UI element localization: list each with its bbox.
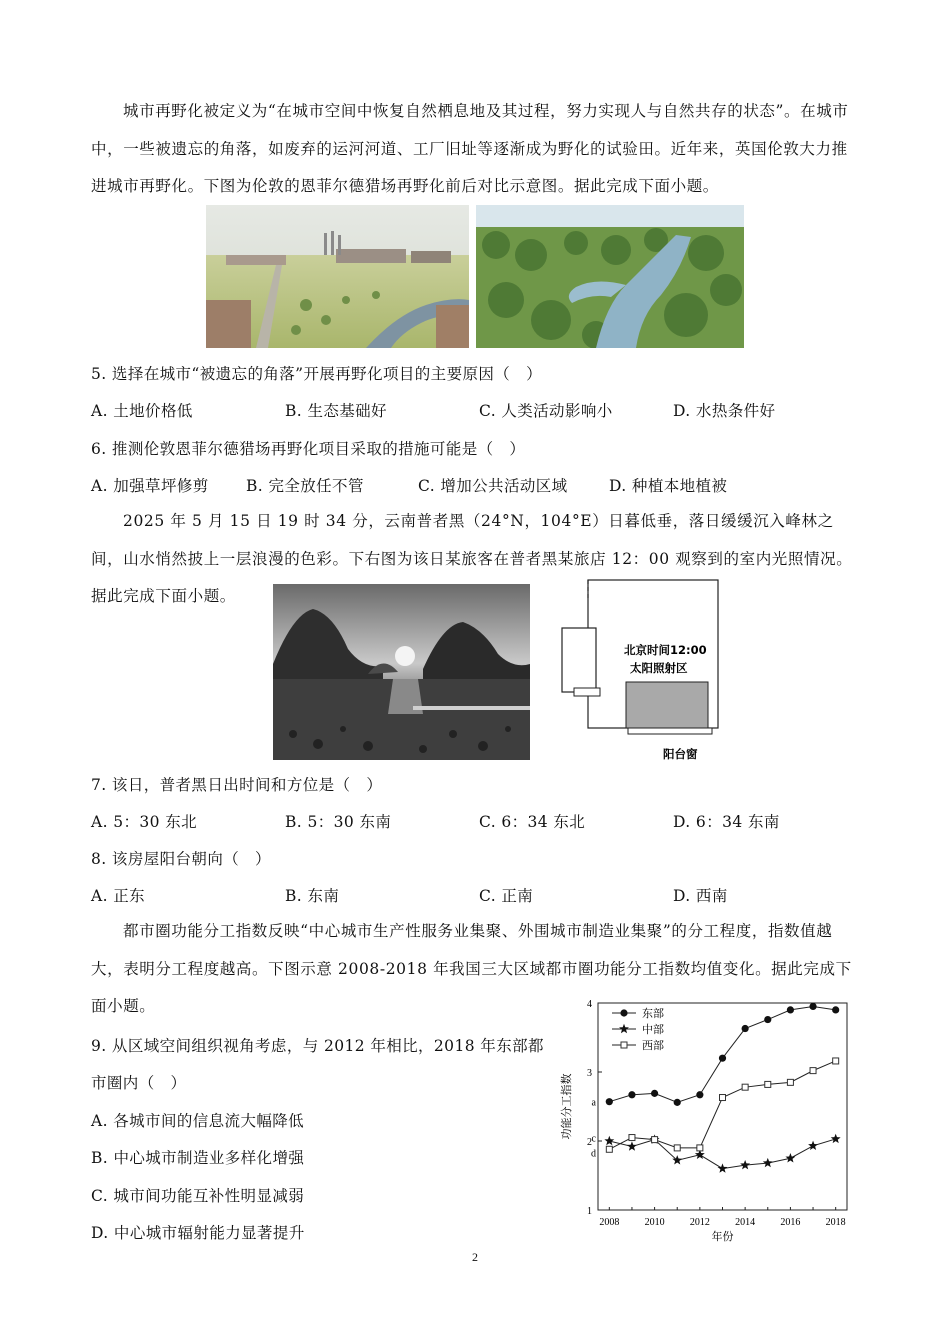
room-sunlight-diagram bbox=[556, 578, 732, 768]
function-division-index-chart bbox=[552, 988, 862, 1250]
y-axis-label: 功能分工指数 bbox=[560, 1073, 573, 1140]
legend-marker-square bbox=[621, 1042, 627, 1048]
question-9-option-d[interactable]: D. 中心城市辐射能力显著提升 bbox=[91, 1224, 305, 1242]
x-tick-label: 2010 bbox=[644, 1217, 665, 1228]
data-point-star bbox=[808, 1141, 818, 1150]
plot-frame bbox=[598, 1003, 847, 1210]
legend-label: 东部 bbox=[642, 1007, 664, 1020]
data-point-circle bbox=[628, 1091, 635, 1098]
x-tick-label: 2012 bbox=[689, 1217, 710, 1228]
x-tick-label: 2008 bbox=[599, 1217, 620, 1228]
intro-paragraph-1: 城市再野化被定义为“在城市空间中恢复自然栖息地及其过程，努力实现人与自然共存的状态”。在城市中，一些被遗忘的角落，如废弃的运河河道、工厂旧址等逐渐成为野化的试验田。近年来，英国伦敦大力推进城市再野化。下图为伦敦的恩菲尔德猎场再野化前后对比示意图。据此完成下面小题。 bbox=[91, 102, 849, 195]
question-9-stem-line2: 市圈内（ ） bbox=[91, 1074, 187, 1092]
question-9-option-c[interactable]: C. 城市间功能互补性明显减弱 bbox=[91, 1187, 305, 1205]
data-point-square bbox=[674, 1145, 680, 1151]
question-6-option-a[interactable]: A. 加强草坪修剪 bbox=[91, 477, 209, 495]
data-point-square bbox=[742, 1084, 748, 1090]
x-tick-label: 2016 bbox=[780, 1217, 801, 1228]
legend-marker-circle bbox=[620, 1009, 627, 1016]
data-point-star bbox=[604, 1136, 614, 1145]
x-axis-label: 年份 bbox=[711, 1230, 734, 1243]
data-point-circle bbox=[832, 1006, 839, 1013]
data-point-square bbox=[833, 1058, 839, 1064]
question-7-option-d[interactable]: D. 6：34 东南 bbox=[673, 813, 780, 831]
x-tick-label: 2014 bbox=[735, 1217, 756, 1228]
after-rewilding-photo bbox=[476, 205, 744, 348]
time-label: 北京时间12:00 bbox=[624, 643, 707, 657]
legend-label: 西部 bbox=[642, 1039, 664, 1052]
page-number: 2 bbox=[472, 1250, 478, 1264]
question-6-option-c[interactable]: C. 增加公共活动区域 bbox=[418, 477, 568, 495]
data-point-square bbox=[652, 1137, 658, 1143]
question-8-option-b[interactable]: B. 东南 bbox=[285, 887, 340, 905]
question-5-option-c[interactable]: C. 人类活动影响小 bbox=[479, 402, 613, 420]
legend-marker-star bbox=[619, 1024, 629, 1033]
data-point-circle bbox=[719, 1055, 726, 1062]
question-6-stem: 6. 推测伦敦恩菲尔德猎场再野化项目采取的措施可能是（ ） bbox=[91, 440, 526, 458]
data-point-square bbox=[697, 1145, 703, 1151]
question-5-stem: 5. 选择在城市“被遗忘的角落”开展再野化项目的主要原因（ ） bbox=[91, 365, 542, 383]
question-8-option-a[interactable]: A. 正东 bbox=[91, 887, 146, 905]
y-tick-label: 2 bbox=[587, 1137, 592, 1148]
data-point-star bbox=[831, 1134, 841, 1143]
intro-paragraph-3: 都市圈功能分工指数反映“中心城市生产性服务业集聚、外围城市制造业集聚”的分工程度，指数值越大，表明分工程度越高。下图示意 2008-2018 年我国三大区域都市圈功能分工指数均值变化。据此完成下面小题。 bbox=[91, 922, 852, 1015]
question-5-option-d[interactable]: D. 水热条件好 bbox=[673, 402, 776, 420]
data-point-circle bbox=[787, 1006, 794, 1013]
window-label: 阳台窗 bbox=[663, 747, 698, 761]
data-point-square bbox=[720, 1095, 726, 1101]
data-point-star bbox=[763, 1158, 773, 1167]
data-point-circle bbox=[742, 1025, 749, 1032]
data-point-star bbox=[718, 1163, 728, 1172]
question-5-option-a[interactable]: A. 土地价格低 bbox=[91, 402, 193, 420]
question-7-stem: 7. 该日，普者黑日出时间和方位是（ ） bbox=[91, 776, 383, 794]
sunlit-zone bbox=[626, 682, 708, 728]
series-line-square bbox=[609, 1061, 835, 1149]
question-9-stem-line1: 9. 从区域空间组织视角考虑，与 2012 年相比，2018 年东部都 bbox=[91, 1037, 544, 1055]
annotation-label: d bbox=[591, 1148, 596, 1160]
data-point-square bbox=[765, 1081, 771, 1087]
question-5-option-b[interactable]: B. 生态基础好 bbox=[285, 402, 387, 420]
data-point-square bbox=[787, 1079, 793, 1085]
question-7-option-a[interactable]: A. 5：30 东北 bbox=[91, 813, 198, 831]
question-7-option-c[interactable]: C. 6：34 东北 bbox=[479, 813, 586, 831]
data-point-square bbox=[810, 1068, 816, 1074]
question-8-option-c[interactable]: C. 正南 bbox=[479, 887, 534, 905]
data-point-circle bbox=[651, 1090, 658, 1097]
legend-label: 中部 bbox=[642, 1023, 664, 1036]
data-point-square bbox=[606, 1146, 612, 1152]
data-point-star bbox=[740, 1160, 750, 1169]
y-tick-label: 4 bbox=[587, 999, 592, 1010]
question-6-option-d[interactable]: D. 种植本地植被 bbox=[609, 477, 728, 495]
y-tick-label: 1 bbox=[587, 1206, 592, 1217]
question-6-option-b[interactable]: B. 完全放任不管 bbox=[246, 477, 364, 495]
data-point-circle bbox=[606, 1098, 613, 1105]
data-point-circle bbox=[764, 1016, 771, 1023]
series-line-circle bbox=[609, 1006, 835, 1102]
side-room bbox=[562, 628, 596, 692]
x-tick-label: 2018 bbox=[825, 1217, 846, 1228]
annotation-label: a bbox=[591, 1097, 596, 1109]
balcony-window bbox=[628, 728, 712, 734]
data-point-star bbox=[785, 1153, 795, 1162]
question-8-option-d[interactable]: D. 西南 bbox=[673, 887, 728, 905]
before-rewilding-photo bbox=[206, 205, 469, 348]
question-9-option-b[interactable]: B. 中心城市制造业多样化增强 bbox=[91, 1149, 305, 1167]
data-point-square bbox=[629, 1135, 635, 1141]
data-point-circle bbox=[674, 1099, 681, 1106]
data-point-circle bbox=[696, 1091, 703, 1098]
question-7-option-b[interactable]: B. 5：30 东南 bbox=[285, 813, 392, 831]
zone-label: 太阳照射区 bbox=[630, 661, 688, 675]
data-point-star bbox=[627, 1141, 637, 1150]
annotation-label: c bbox=[591, 1133, 596, 1145]
question-8-stem: 8. 该房屋阳台朝向（ ） bbox=[91, 850, 271, 868]
y-tick-label: 3 bbox=[587, 1068, 592, 1079]
intro-paragraph-2: 2025 年 5 月 15 日 19 时 34 分，云南普者黑（24°N，104°E）日暮低垂，落日缓缓沉入峰林之间，山水悄然披上一层浪漫的色彩。下右图为该日某旅客在普者黑某旅店 12：00 观察到的室内光照情况。据此完成下面小题。 bbox=[91, 512, 853, 605]
sunset-landscape-photo bbox=[273, 584, 530, 760]
data-point-circle bbox=[809, 1003, 816, 1010]
question-9-option-a[interactable]: A. 各城市间的信息流大幅降低 bbox=[91, 1112, 305, 1130]
